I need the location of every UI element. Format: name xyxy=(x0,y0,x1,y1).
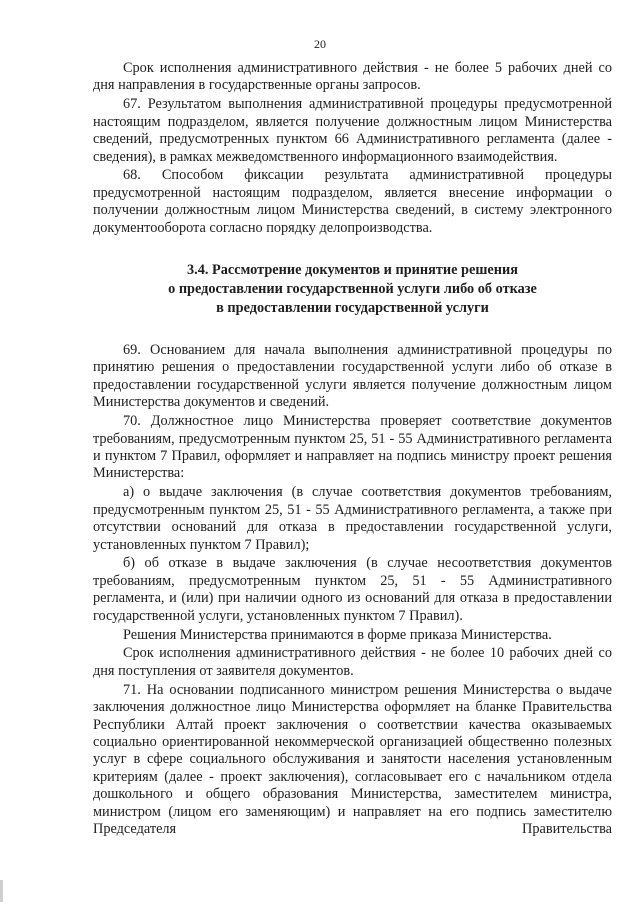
paragraph-69: 69. Основанием для начала выполнения административной процедуры по принятию решения о предоставлении государственной услуги либо об отказе в предоставлении государственной услуги является получение должностным лицом Министерства документов и сведений. xyxy=(93,342,612,411)
paragraph-67: 67. Результатом выполнения административной процедуры предусмотренной настоящим подразделом, является получение должностным лицом Министерства сведений, предусмотренных пунктом 66 Административного регламента (далее - сведения), в рамках межведомственного информационного взаимодействия. xyxy=(93,96,612,165)
paragraph-decisions-form: Решения Министерства принимаются в форме приказа Министерства. xyxy=(123,626,552,643)
paragraph-deadline-requests: Срок исполнения административного действия - не более 5 рабочих дней со дня направления в государственные органы запросов. xyxy=(93,60,612,94)
paragraph-deadline-documents: Срок исполнения административного действия - не более 10 рабочих дней со дня поступления от заявителя документов. xyxy=(93,645,612,679)
paragraph-70: 70. Должностное лицо Министерства проверяет соответствие документов требованиям, предусмотренным пунктом 25, 51 - 55 Административного регламента и пунктом 7 Правил, оформляет и направляет на подпись министру проект решения Министерства: xyxy=(93,413,612,482)
section-heading-line: о предоставлении государственной услуги либо об отказе xyxy=(168,281,537,298)
document-body xyxy=(93,60,612,838)
scan-edge-mark xyxy=(0,880,3,902)
paragraph-70-b: б) об отказе в выдаче заключения (в случае несоответствия документов требованиям, предусмотренным пунктом 25, 51 - 55 Административного регламента, и (или) при наличии одного из оснований для отказа в предоставлении государственной услуги, установленных пунктом 7 Правил). xyxy=(93,555,612,624)
paragraph-68: 68. Способом фиксации результата административной процедуры предусмотренной настоящим подразделом, является внесение информации о получении должностным лицом Министерства сведений, в систему электронного документооборота согласно порядку делопроизводства. xyxy=(93,167,612,236)
page-number: 20 xyxy=(314,37,326,51)
section-heading xyxy=(93,261,612,318)
paragraph-71: 71. На основании подписанного министром решения Министерства о выдаче заключения должностное лицо Министерства оформляет на бланке Правительства Республики Алтай проект заключения о соответствии качества оказываемых социально ориентированной некоммерческой организацией общественно полезных услуг в сфере социального обслуживания и занятости населения установленным критериям (далее - проект заключения), согласовывает его с начальником отдела дошкольного и общего образования Министерства, заместителем министра, министром (лицом его заменяющим) и направляет на его подпись заместителю Председателя Правительства xyxy=(93,681,612,838)
section-heading-line: 3.4. Рассмотрение документов и принятие решения xyxy=(187,262,518,279)
paragraph-70-a: а) о выдаче заключения (в случае соответствия документов требованиям, предусмотренным пунктом 25, 51 - 55 Административного регламента, а также при отсутствии оснований для отказа в предоставлении государственной услуги, установленных пунктом 7 Правил); xyxy=(93,484,612,553)
section-heading-line: в предоставлении государственной услуги xyxy=(216,300,489,317)
